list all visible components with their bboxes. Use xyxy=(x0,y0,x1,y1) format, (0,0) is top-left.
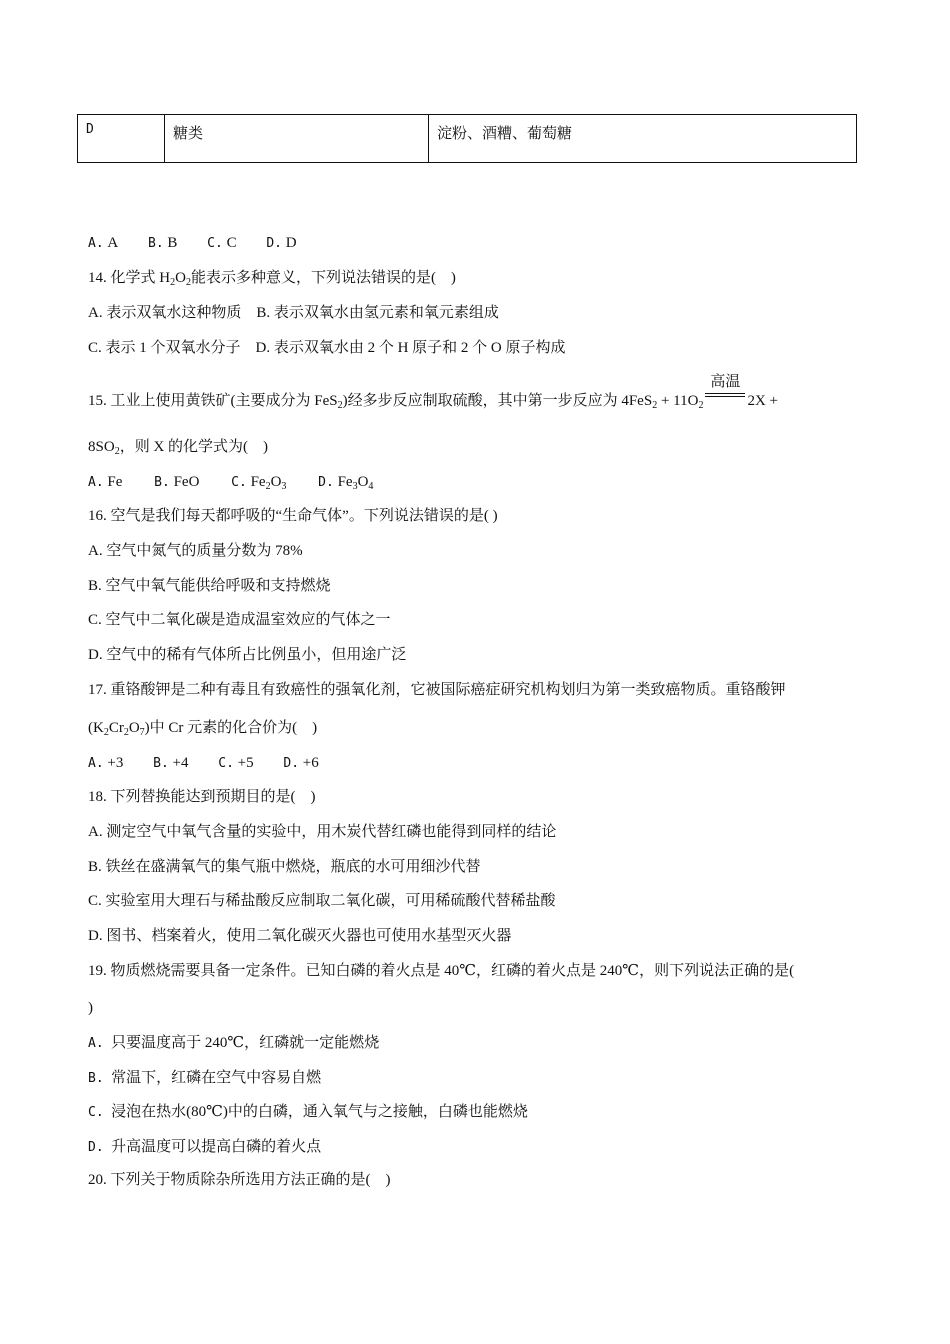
q17-number: 17. xyxy=(88,682,107,698)
q15-stem-part: 工业上使用黄铁矿(主要成分为 FeS xyxy=(110,393,338,409)
q13-option-b: B xyxy=(167,235,178,251)
q19-option-a xyxy=(88,1033,379,1054)
q13-option-c: C xyxy=(226,235,237,251)
q19-option-a-text: 只要温度高于 240℃，红磷就一定能燃烧 xyxy=(111,1035,380,1051)
answer-table xyxy=(77,114,857,163)
q15-option-b: FeO xyxy=(173,474,200,490)
q14-stem-part: 化学式 H xyxy=(110,270,171,286)
table-row xyxy=(78,115,857,163)
q19-option-a-letter: A. xyxy=(88,1036,104,1051)
q19-option-c-letter: C. xyxy=(88,1105,104,1120)
q17-stem xyxy=(88,680,786,700)
q17-line2-part: )中 Cr 元素的化合价为( ) xyxy=(144,720,318,736)
q17-sub: 2 xyxy=(103,727,109,738)
q17-option-d: +6 xyxy=(302,755,319,771)
q18-option-a: A. 测定空气中氧气含量的实验中，用木炭代替红磷也能得到同样的结论 xyxy=(88,824,557,840)
q15-sub: 2 xyxy=(114,446,120,457)
q18-stem xyxy=(88,787,316,807)
q16-option-b: B. 空气中氧气能供给呼吸和支持燃烧 xyxy=(88,578,331,594)
q17-stem-line2 xyxy=(88,718,317,738)
q19-stem-end: ) xyxy=(88,1000,93,1016)
q15-option-b-letter: B. xyxy=(154,475,170,490)
q19-option-b xyxy=(88,1068,321,1089)
q14-sub: 2 xyxy=(170,277,176,288)
q15-sub: 2 xyxy=(652,400,658,411)
q13-option-c-letter: C. xyxy=(207,236,223,251)
q17-line2-part: (K xyxy=(88,720,104,736)
q19-stem xyxy=(88,961,794,981)
q16-option-d: D. 空气中的稀有气体所占比例虽小，但用途广泛 xyxy=(88,647,407,663)
q19-option-c-text: 浸泡在热水(80℃)中的白磷，通入氧气与之接触，白磷也能燃烧 xyxy=(111,1104,528,1120)
q19-option-c xyxy=(88,1102,528,1123)
q17-line2-part: O xyxy=(128,720,140,736)
q16-stem xyxy=(88,506,498,526)
q14-number: 14. xyxy=(88,270,107,286)
q15-option-c: $Fe_2O_3$ xyxy=(250,474,287,492)
q16-stem-text: 空气是我们每天都呼吸的“生命气体”。下列说法错误的是( ) xyxy=(110,508,498,524)
q16-number: 16. xyxy=(88,508,107,524)
q19-option-b-letter: B. xyxy=(88,1071,104,1086)
q19-number: 19. xyxy=(88,963,107,979)
q17-option-b-letter: B. xyxy=(153,756,169,771)
q15-line2-part: 8SO xyxy=(88,439,115,455)
q15-option-c-letter: C. xyxy=(231,475,247,490)
q16-option-c: C. 空气中二氧化碳是造成温室效应的气体之一 xyxy=(88,612,391,628)
q17-stem-text: 重铬酸钾是二种有毒且有致癌性的强氧化剂，它被国际癌症研究机构划归为第一类致癌物质。重铬酸钾 xyxy=(110,682,786,698)
q17-option-d-letter: D. xyxy=(283,756,300,771)
q15-options xyxy=(88,472,373,493)
q14-options-cd: C. 表示 1 个双氧水分子 D. 表示双氧水由 2 个 H 原子和 2 个 O 原子构成 xyxy=(88,340,566,356)
reaction-condition-label: 高温 xyxy=(710,372,741,390)
q16-option-a: A. 空气中氮气的质量分数为 78% xyxy=(88,543,303,559)
q19-option-b-text: 常温下，红磷在空气中容易自燃 xyxy=(111,1070,322,1086)
q19-option-d xyxy=(88,1137,321,1158)
q13-option-a: A xyxy=(107,235,119,251)
table-cell-examples: 淀粉、酒糟、葡萄糖 xyxy=(429,115,857,163)
q14-stem-part: 能表示多种意义，下列说法错误的是( ) xyxy=(190,270,456,286)
q17-sub: 2 xyxy=(123,727,129,738)
q15-sub: 2 xyxy=(337,400,343,411)
q20-stem xyxy=(88,1170,391,1190)
q15-option-a: Fe xyxy=(107,474,123,490)
q15-stem-part: 2X + xyxy=(747,393,778,409)
q19-stem-text: 物质燃烧需要具备一定条件。已知白磷的着火点是 40℃，红磷的着火点是 240℃，则下列说法正确的是( xyxy=(110,963,795,979)
q13-option-b-letter: B. xyxy=(148,236,164,251)
q20-number: 20. xyxy=(88,1172,107,1188)
q18-option-b: B. 铁丝在盛满氧气的集气瓶中燃烧，瓶底的水可用细沙代替 xyxy=(88,859,481,875)
q17-option-c-letter: C. xyxy=(218,756,234,771)
q13-option-d: D xyxy=(285,235,297,251)
q17-option-a-letter: A. xyxy=(88,756,104,771)
q13-options xyxy=(88,233,297,254)
q18-number: 18. xyxy=(88,789,107,805)
q15-number: 15. xyxy=(88,393,107,409)
q17-options xyxy=(88,753,319,774)
q15-option-a-letter: A. xyxy=(88,475,104,490)
q18-option-d: D. 图书、档案着火，使用二氧化碳灭火器也可使用水基型灭火器 xyxy=(88,928,512,944)
q14-sub: 2 xyxy=(185,277,191,288)
q15-option-d: $Fe_3O_4$ xyxy=(337,474,374,492)
table-cell-option: D xyxy=(78,115,165,163)
q15-sub: 2 xyxy=(698,400,704,411)
q17-option-a: +3 xyxy=(107,755,124,771)
q15-line2-part: ，则 X 的化学式为( ) xyxy=(119,439,269,455)
q15-stem xyxy=(88,372,778,411)
table-cell-category: 糖类 xyxy=(165,115,429,163)
q15-stem-part: )经多步反应制取硫酸，其中第一步反应为 4FeS xyxy=(342,393,653,409)
q15-option-d-letter: D. xyxy=(318,475,334,490)
q18-stem-text: 下列替换能达到预期目的是( ) xyxy=(110,789,316,805)
q13-option-a-letter: A. xyxy=(88,236,104,251)
q14-stem-part: O xyxy=(175,270,186,286)
q13-option-d-letter: D. xyxy=(266,236,282,251)
q17-line2-part: Cr xyxy=(108,720,124,736)
q17-sub: 7 xyxy=(139,727,145,738)
q19-option-d-letter: D. xyxy=(88,1140,104,1155)
q17-option-c: +5 xyxy=(237,755,254,771)
q18-option-c: C. 实验室用大理石与稀盐酸反应制取二氧化碳，可用稀硫酸代替稀盐酸 xyxy=(88,893,556,909)
reaction-condition xyxy=(705,372,745,405)
q14-options-ab: A. 表示双氧水这种物质 B. 表示双氧水由氢元素和氧元素组成 xyxy=(88,305,499,321)
q15-stem-line2 xyxy=(88,437,268,457)
q15-stem-part: + 11O xyxy=(657,393,699,409)
q14-stem xyxy=(88,268,456,288)
q20-stem-text: 下列关于物质除杂所选用方法正确的是( ) xyxy=(110,1172,391,1188)
q17-option-b: +4 xyxy=(172,755,189,771)
q19-option-d-text: 升高温度可以提高白磷的着火点 xyxy=(111,1139,322,1155)
